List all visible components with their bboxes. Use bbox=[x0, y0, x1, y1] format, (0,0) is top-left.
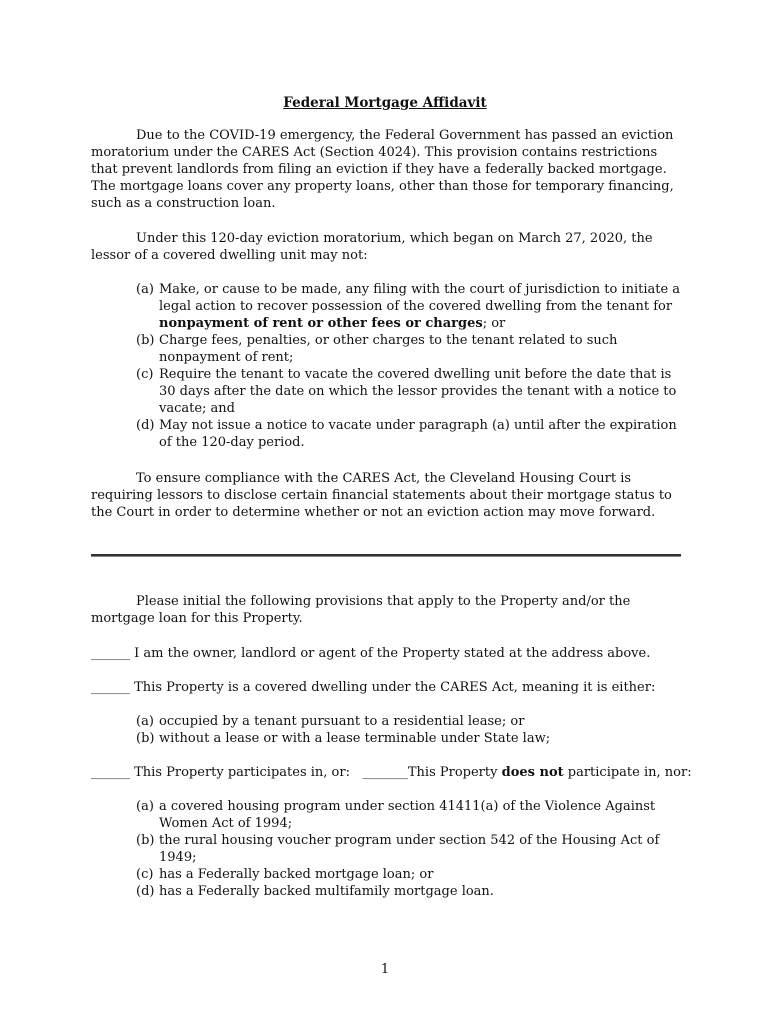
does-not-participate-blank[interactable]: _______ bbox=[362, 765, 408, 780]
program-c-text: has a Federally backed mortgage loan; or bbox=[159, 867, 434, 882]
participates-statement: This Property participates in, or: bbox=[130, 765, 363, 780]
initial-instructions: Please initial the following provisions that apply to the Property and/or the mortgage loan for this Property. bbox=[91, 594, 631, 626]
program-a-text: a covered housing program under section 41411(a) of the Violence Against Women Act of 1994; bbox=[159, 799, 656, 831]
list-marker: (a) bbox=[136, 282, 154, 297]
owner-initial-row bbox=[91, 645, 691, 662]
restriction-a-end: ; or bbox=[482, 316, 506, 331]
program-item-d bbox=[136, 883, 681, 900]
participates-initial-blank[interactable]: ______ bbox=[91, 765, 130, 780]
restriction-a-text: Make, or cause to be made, any filing with the court of jurisdiction to initiate a legal action to recover possession of the covered dwelling from the tenant for bbox=[159, 282, 681, 314]
restriction-c-text: Require the tenant to vacate the covered dwelling unit before the date that is 30 days after the date on which the lessor provides the tenant with a notice to vacate; and bbox=[159, 367, 677, 416]
covered-item-a bbox=[136, 713, 681, 730]
restriction-item-c bbox=[136, 366, 681, 417]
restriction-item-b bbox=[136, 332, 681, 366]
covered-item-b bbox=[136, 730, 681, 747]
participates-initial-row bbox=[91, 764, 691, 781]
program-d-text: has a Federally backed multifamily mortgage loan. bbox=[159, 884, 494, 899]
restriction-item-d bbox=[136, 417, 681, 451]
does-not-participate-end: participate in, nor: bbox=[563, 765, 692, 780]
covered-b-text: without a lease or with a lease terminable under State law; bbox=[159, 731, 551, 746]
restriction-d-text: May not issue a notice to vacate under paragraph (a) until after the expiration of the 120-day period. bbox=[159, 418, 677, 450]
list-marker: (b) bbox=[136, 833, 155, 848]
does-not-participate-statement: This Property bbox=[407, 765, 502, 780]
program-item-b bbox=[136, 832, 681, 866]
list-marker: (b) bbox=[136, 731, 155, 746]
list-marker: (c) bbox=[136, 367, 154, 382]
list-marker: (b) bbox=[136, 333, 155, 348]
list-marker: (a) bbox=[136, 799, 154, 814]
restriction-b-text: Charge fees, penalties, or other charges to the tenant related to such nonpayment of rent; bbox=[159, 333, 618, 365]
covered-statement: This Property is a covered dwelling under the CARES Act, meaning it is either: bbox=[130, 680, 656, 695]
covered-list bbox=[136, 713, 681, 747]
list-marker: (a) bbox=[136, 714, 154, 729]
owner-initial-blank[interactable]: ______ bbox=[91, 646, 130, 661]
restriction-a-bold: nonpayment of rent or other fees or charges bbox=[159, 316, 483, 331]
list-marker: (d) bbox=[136, 884, 155, 899]
page-number: 1 bbox=[380, 962, 390, 977]
compliance-paragraph: To ensure compliance with the CARES Act, the Cleveland Housing Court is requiring lessors to disclose certain financial statements about their mortgage status to the Court in order to determine whether or not an eviction action may move forward. bbox=[91, 471, 672, 520]
section-divider bbox=[91, 554, 681, 556]
covered-a-text: occupied by a tenant pursuant to a residential lease; or bbox=[159, 714, 525, 729]
covered-initial-row bbox=[91, 679, 691, 696]
program-item-c bbox=[136, 866, 681, 883]
covered-initial-blank[interactable]: ______ bbox=[91, 680, 130, 695]
does-not-bold: does not bbox=[501, 765, 564, 780]
owner-statement: I am the owner, landlord or agent of the Property stated at the address above. bbox=[130, 646, 651, 661]
intro-paragraph-2: Under this 120-day eviction moratorium, which began on March 27, 2020, the lessor of a covered dwelling unit may not: bbox=[91, 231, 653, 263]
document-title: Federal Mortgage Affidavit bbox=[283, 95, 487, 111]
list-marker: (c) bbox=[136, 867, 154, 882]
program-item-a bbox=[136, 798, 681, 832]
program-b-text: the rural housing voucher program under section 542 of the Housing Act of 1949; bbox=[159, 833, 660, 865]
list-marker: (d) bbox=[136, 418, 155, 433]
intro-paragraph-1: Due to the COVID-19 emergency, the Federal Government has passed an eviction moratorium under the CARES Act (Section 4024). This provision contains restrictions that prevent landlords from filing an eviction if they have a federally backed mortgage. The mortgage loans cover any property loans, other than those for temporary financing, such as a construction loan. bbox=[91, 128, 674, 211]
restrictions-list bbox=[136, 281, 681, 451]
programs-list bbox=[136, 798, 681, 900]
restriction-item-a bbox=[136, 281, 681, 332]
